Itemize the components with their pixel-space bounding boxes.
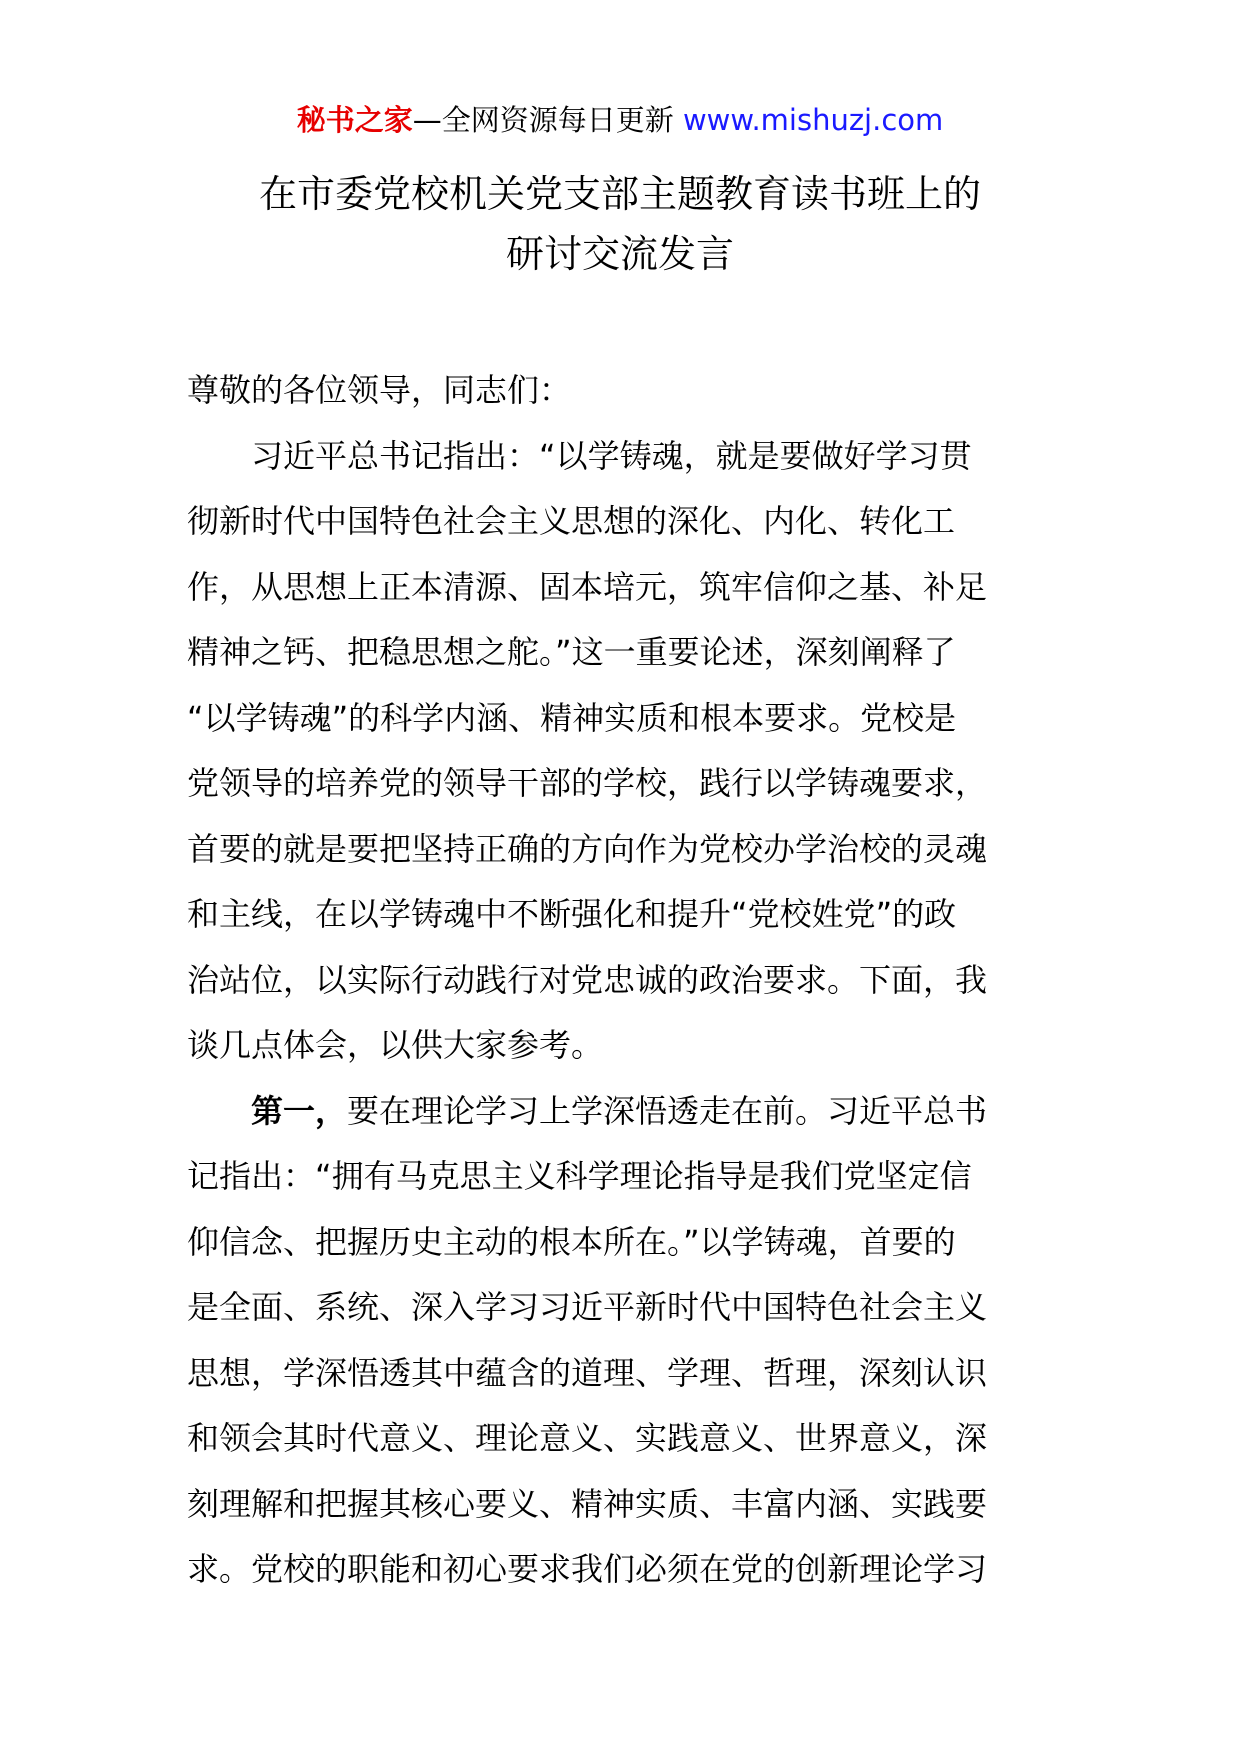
- document-title: [0, 164, 1240, 284]
- title-line-2: 研讨交流发言: [505, 232, 734, 276]
- paragraph-1: [187, 424, 1057, 1079]
- section-lead: 第一，: [251, 1091, 348, 1130]
- title-line-1: 在市委党校机关党支部主题教育读书班上的: [258, 172, 981, 216]
- paragraph-line: 党领导的培养党的领导干部的学校，践行以学铸魂要求，: [187, 764, 988, 802]
- paragraph-line: 求。党校的职能和初心要求我们必须在党的创新理论学习: [187, 1550, 988, 1588]
- site-banner: [0, 100, 1240, 140]
- site-url-link[interactable]: www.mishuzj.com: [682, 103, 944, 137]
- paragraph-line: 精神之钙、把稳思想之舵。”这一重要论述，深刻阐释了: [187, 633, 956, 671]
- paragraph-line: “以学铸魂”的科学内涵、精神实质和根本要求。党校是: [187, 698, 957, 737]
- paragraph-line: 思想，学深悟透其中蕴含的道理、学理、哲理，深刻认识: [187, 1353, 988, 1392]
- paragraph-line: [187, 1079, 1057, 1145]
- paragraph-line: 谈几点体会，以供大家参考。: [187, 1026, 604, 1064]
- paragraph-2: [187, 1079, 1057, 1603]
- paragraph-line: 习近平总书记指出：“以学铸魂，就是要做好学习贯: [251, 436, 972, 475]
- paragraph-line: 刻理解和把握其核心要义、精神实质、丰富内涵、实践要: [187, 1484, 988, 1523]
- paragraph-line: 首要的就是要把坚持正确的方向作为党校办学治校的灵魂: [187, 829, 988, 868]
- brand-name: 秘书之家: [296, 103, 413, 137]
- paragraph-line: 仰信念、把握历史主动的根本所在。”以学铸魂，首要的: [187, 1222, 956, 1261]
- paragraph-line: 和领会其时代意义、理论意义、实践意义、世界意义，深: [187, 1419, 988, 1457]
- paragraph-line: 治站位，以实际行动践行对党忠诚的政治要求。下面，我: [187, 960, 988, 999]
- paragraph-line: 作，从思想上正本清源、固本培元，筑牢信仰之基、补足: [187, 567, 988, 606]
- document-body: [187, 358, 1057, 1603]
- banner-tagline: —全网资源每日更新: [412, 103, 683, 137]
- paragraph-line: 彻新时代中国特色社会主义思想的深化、内化、转化工: [187, 502, 956, 540]
- paragraph-line: 是全面、系统、深入学习习近平新时代中国特色社会主义: [187, 1288, 988, 1326]
- paragraph-line: 记指出：“拥有马克思主义科学理论指导是我们党坚定信: [187, 1157, 972, 1195]
- section-heading-text: 要在理论学习上学深悟透走在前。习近平总书: [347, 1091, 988, 1130]
- paragraph-line: 和主线，在以学铸魂中不断强化和提升“党校姓党”的政: [187, 895, 957, 933]
- salutation: 尊敬的各位领导，同志们：: [187, 371, 572, 409]
